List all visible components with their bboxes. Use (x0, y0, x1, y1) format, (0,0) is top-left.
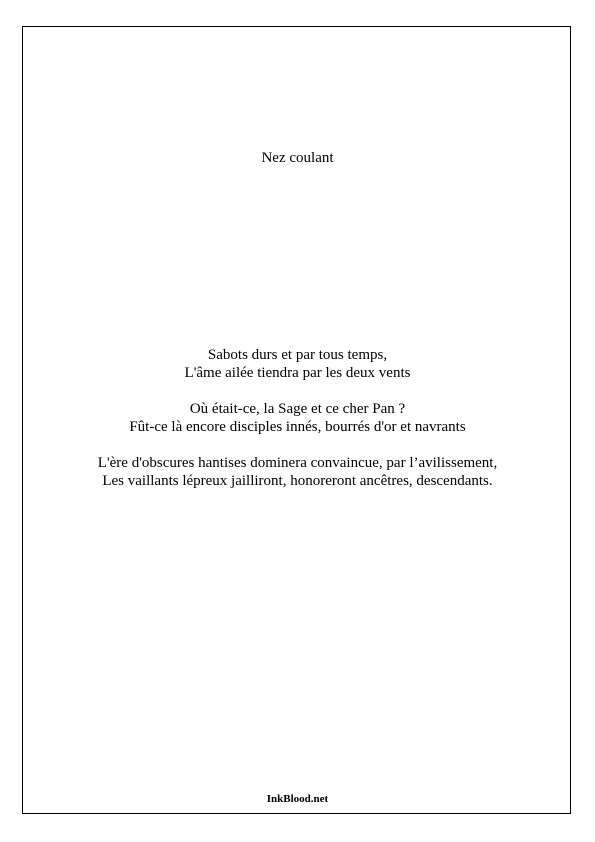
stanza-3 (0, 454, 595, 490)
poem-line: Les vaillants lépreux jailliront, honoreront ancêtres, descendants. (102, 473, 493, 489)
poem-line: L'ère d'obscures hantises dominera convaincue, par l’avilissement, (97, 455, 498, 471)
poem-line: Fût-ce là encore disciples innés, bourrés d'or et navrants (129, 419, 466, 435)
poem-line: Sabots durs et par tous temps, (207, 347, 388, 363)
poem-line: L'âme ailée tiendra par les deux vents (184, 365, 411, 381)
stanza-1 (0, 346, 595, 382)
poem-body (0, 346, 595, 508)
poem-title: Nez coulant (261, 150, 334, 166)
site-footer: InkBlood.net (266, 793, 329, 805)
stanza-2 (0, 400, 595, 436)
poem-line: Où était-ce, la Sage et ce cher Pan ? (189, 401, 406, 417)
